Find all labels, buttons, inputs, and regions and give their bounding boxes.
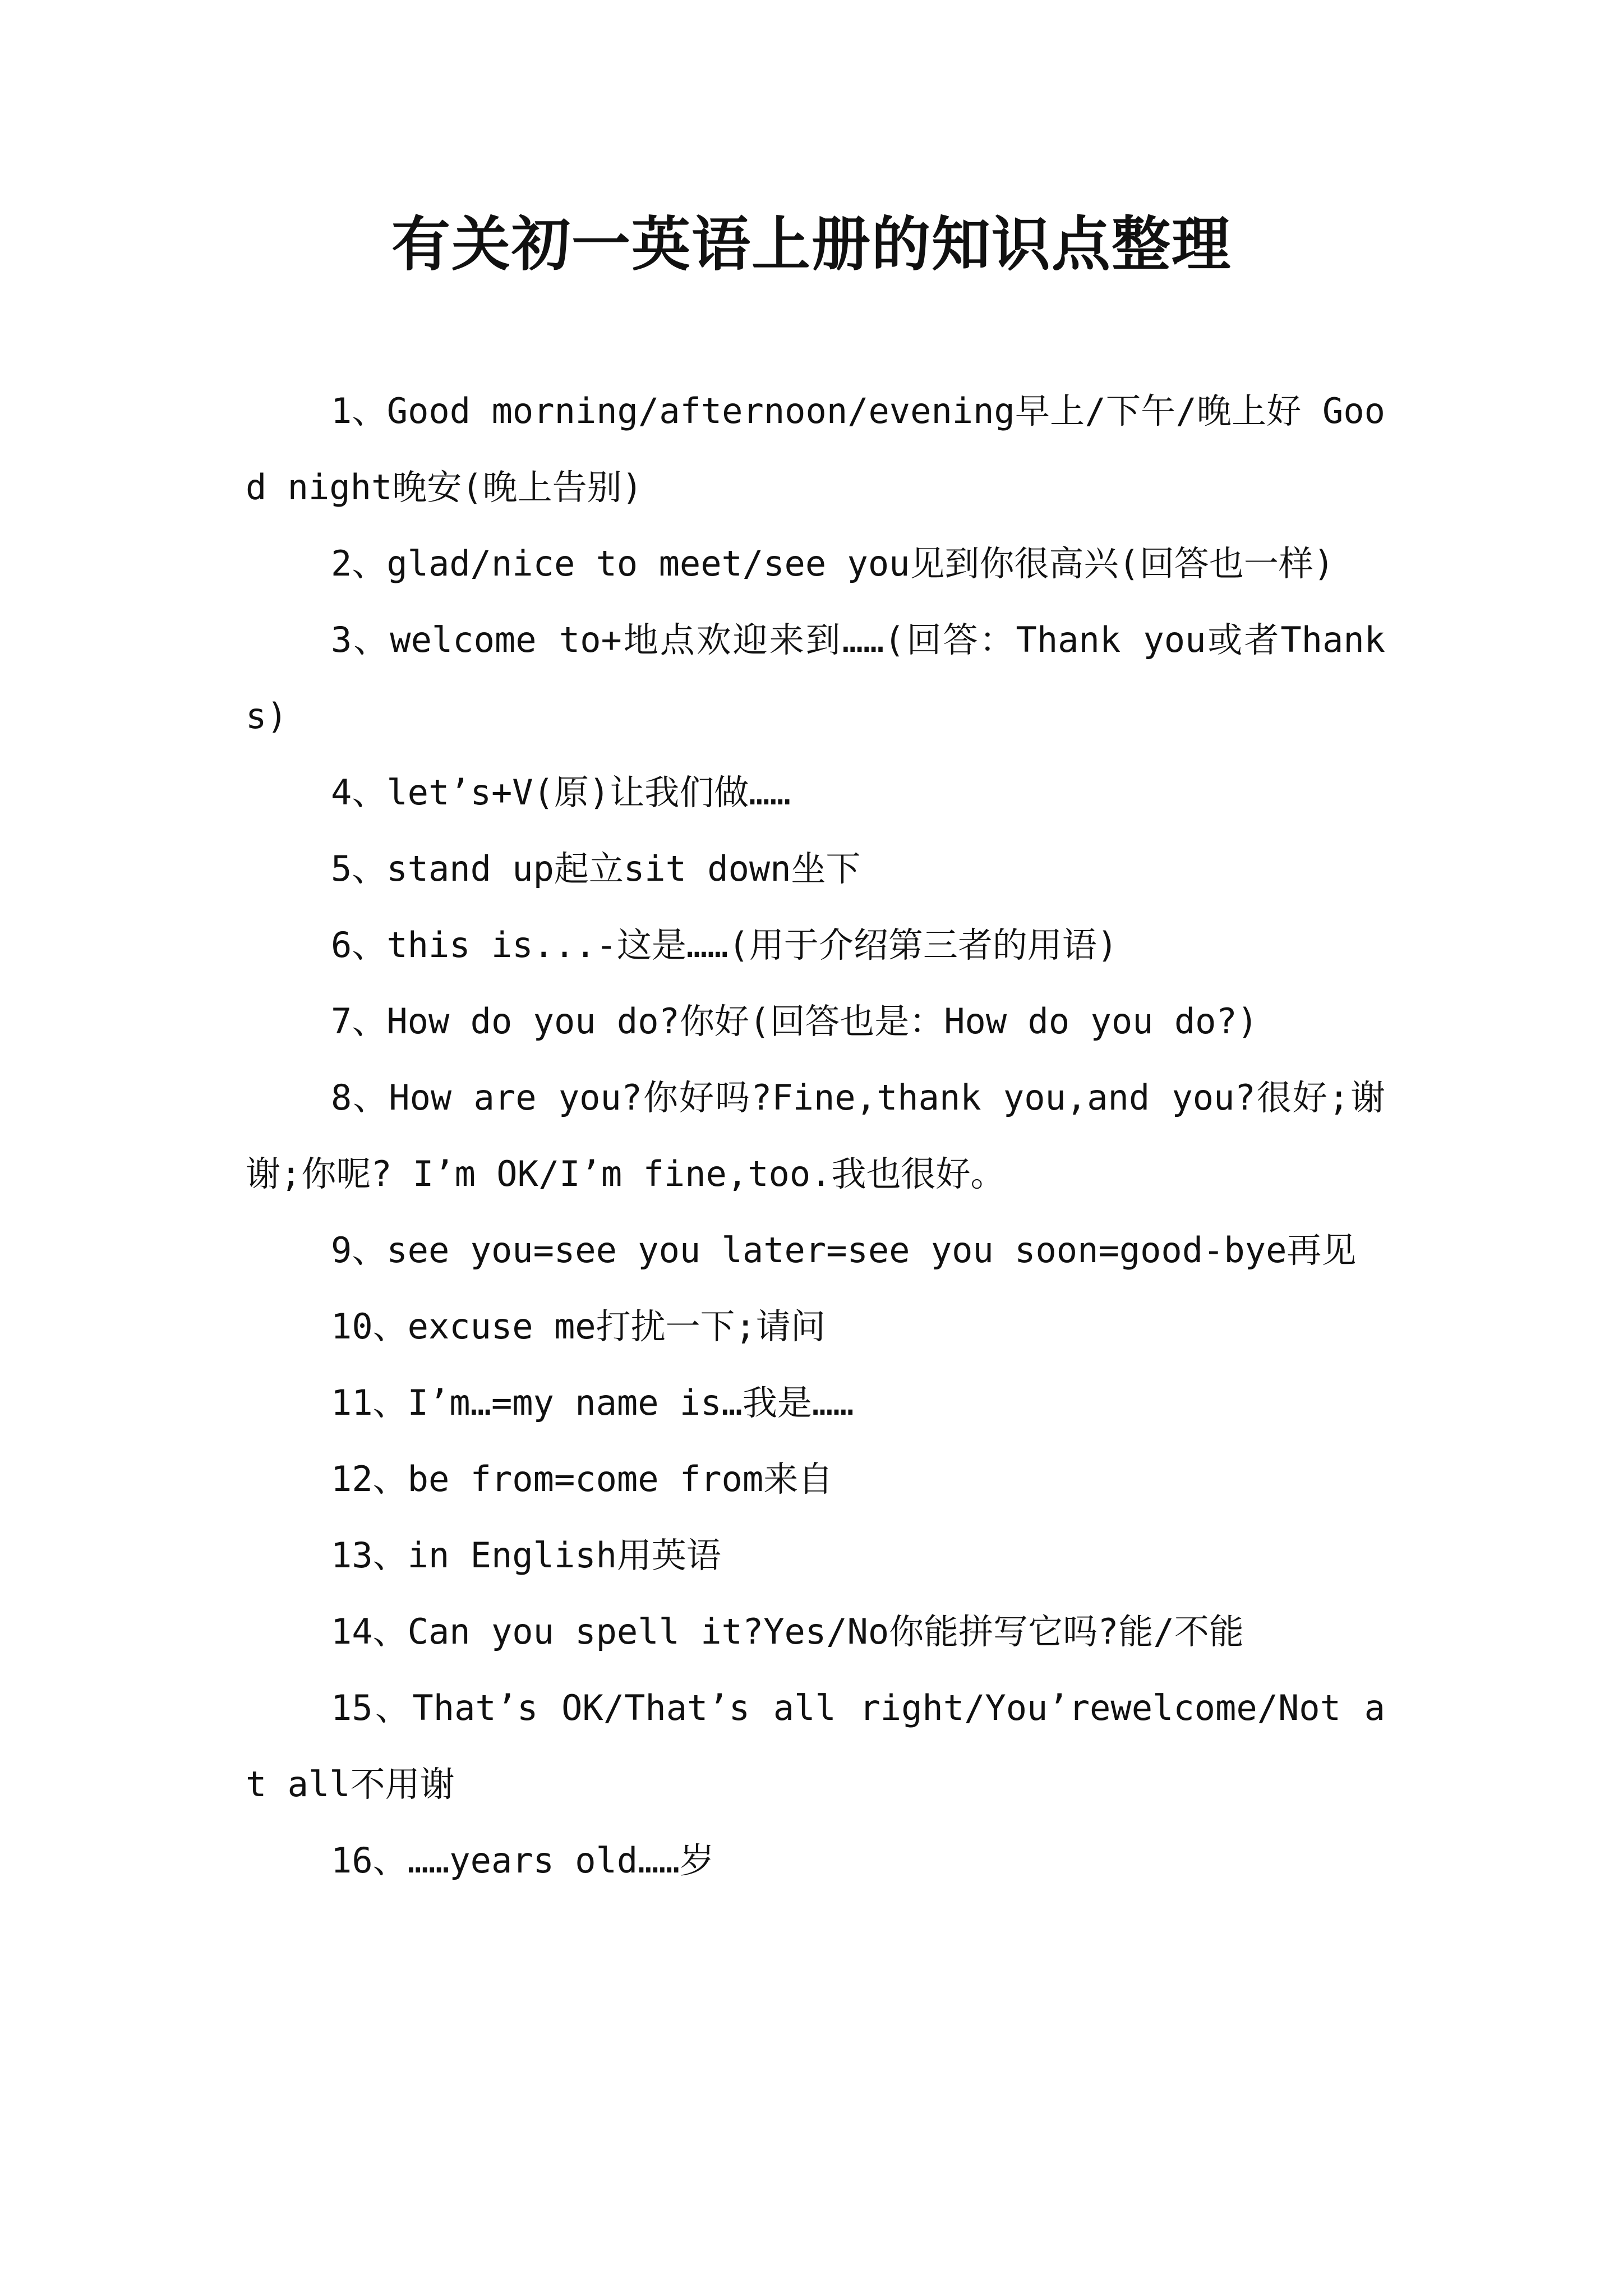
list-item: 1、Good morning/afternoon/evening早上/下午/晚上好 Good night晚安(晚上告别) xyxy=(246,390,1385,508)
document-body xyxy=(246,373,1385,1899)
list-item: 15、That’s OK/That’s all right/You’rewelcome/Not at all不用谢 xyxy=(246,1687,1385,1805)
list-item: 13、in English用英语 xyxy=(331,1535,721,1576)
list-item: 11、I’m…=my name is…我是…… xyxy=(331,1382,854,1423)
document-title: 有关初一英语上册的知识点整理 xyxy=(391,209,1232,279)
list-item: 7、How do you do?你好(回答也是：How do you do?) xyxy=(331,1001,1258,1042)
list-item: 12、be from=come from来自 xyxy=(331,1458,833,1499)
list-item: 9、see you=see you later=see you soon=good-bye再见 xyxy=(331,1230,1357,1271)
list-item: 16、……years old……岁 xyxy=(331,1840,714,1881)
list-item: 14、Can you spell it?Yes/No你能拼写它吗?能/不能 xyxy=(331,1611,1244,1652)
list-item: 3、welcome to+地点欢迎来到……(回答：Thank you或者Thanks) xyxy=(246,619,1385,737)
list-item: 6、this is...-这是……(用于介绍第三者的用语) xyxy=(331,924,1118,965)
list-item: 8、How are you?你好吗?Fine,thank you,and you?很好;谢谢;你呢? I’m OK/I’m fine,too.我也很好。 xyxy=(246,1077,1385,1194)
list-item: 10、excuse me打扰一下;请问 xyxy=(331,1306,826,1347)
list-item: 4、let’s+V(原)让我们做…… xyxy=(331,772,791,813)
list-item: 2、glad/nice to meet/see you见到你很高兴(回答也一样) xyxy=(331,543,1335,584)
list-item: 5、stand up起立sit down坐下 xyxy=(331,848,861,889)
